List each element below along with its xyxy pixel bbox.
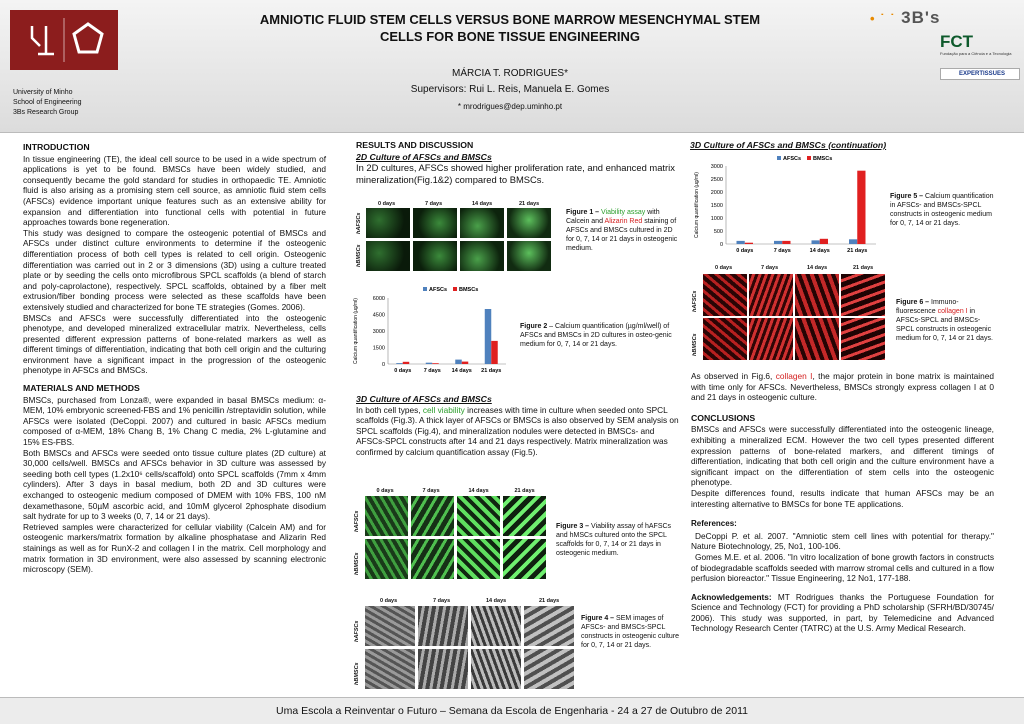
title-line-1: AMNIOTIC FLUID STEM CELLS VERSUS BONE MARROW MESENCHYMAL STEM — [259, 12, 761, 27]
section-3d — [356, 394, 680, 458]
figure-6-text: Immuno-fluorescence — [896, 299, 959, 315]
row-label: hAFSCs — [356, 212, 362, 234]
y-tick-label: 6000 — [372, 296, 385, 302]
figure-6-label: Figure 6 – — [896, 299, 930, 306]
bar-afscs — [849, 239, 857, 244]
immunofluorescence-image — [795, 318, 839, 360]
y-tick-label: 1500 — [710, 203, 723, 209]
y-tick-label: 3000 — [710, 164, 723, 170]
day-label: 7 days — [433, 598, 451, 604]
fig6-discussion — [691, 371, 994, 403]
bar-afscs — [426, 363, 432, 364]
reference-item: Gomes M.E. et al. 2006. "In vitro localization of bone growth factors in constructs of biodegradable scaffolds seeded with marrow stromal cells and cultured in a flow perfusion bioreactor." Tissue Engineering, 12 No1, 177-188. — [691, 551, 994, 584]
micrograph — [507, 241, 551, 271]
3bs-logo-text: 3B's — [901, 8, 941, 27]
x-tick-label: 14 days — [809, 248, 830, 254]
conclusions-paragraph: Despite differences found, results indicate that human AFSCs may be an interesting alternative to BMSCs for bone TE applications. — [691, 487, 994, 509]
bar-afscs — [774, 241, 782, 244]
figure-1-caption — [566, 208, 678, 253]
row-label: hAFSCs — [692, 290, 698, 312]
intro-paragraph: BMSCs and AFSCs were successfully differentiated into the osteogenic phenotype, and developed mineralized extracellular matrix. Nevertheless, cells presented different expression patterns of bone-related markers as well as different timings of differentiation, indicating that both cell origin and the culturing environment have a significant impact in the progression of the osteogenic phenotype in AFSCs and BMSCs. — [23, 312, 326, 376]
legend-swatch — [423, 287, 427, 291]
row-label: hAFSCs — [354, 620, 360, 642]
sem-image — [524, 649, 574, 689]
bar-afscs — [396, 363, 402, 364]
micrograph — [365, 539, 408, 579]
micrograph — [503, 539, 546, 579]
sem-image — [418, 649, 468, 689]
figure-3-caption — [556, 522, 676, 558]
micrograph — [413, 208, 457, 238]
immunofluorescence-image — [841, 274, 885, 316]
cell-viability-term: cell viability — [422, 404, 465, 415]
text-3d-part: In both cell types, — [356, 404, 423, 415]
column-right-text — [691, 371, 994, 634]
affiliation-school: School of Engineering — [13, 99, 82, 106]
y-tick-label: 2500 — [710, 177, 723, 183]
results-heading: RESULTS AND DISCUSSION — [356, 140, 474, 150]
x-tick-label: 0 days — [394, 368, 412, 374]
day-label: 0 days — [380, 598, 398, 604]
day-label: 21 days — [519, 201, 540, 207]
legend-swatch — [807, 156, 811, 160]
row-label: hBMSCs — [354, 662, 360, 685]
micrograph — [503, 496, 546, 536]
figure-6-caption — [896, 298, 998, 343]
micrograph — [507, 208, 551, 238]
immunofluorescence-image — [795, 274, 839, 316]
bar-bmscs — [857, 171, 865, 244]
y-tick-label: 1000 — [710, 216, 723, 222]
day-label: 0 days — [715, 265, 733, 271]
immunofluorescence-image — [749, 318, 793, 360]
methods-paragraph: Retrieved samples were characterized for cellular viability (Calcein AM) and for osteogenic markers/matrix formation by alkaline phosphatase and Alizarin Red stainings as well as for RunX-2 and collagen I in the matrix. Cell morphology and matrix formation in 3D environment, were also assessed by scanning electronic microscopy (SEM). — [23, 521, 326, 575]
day-label: 14 days — [468, 488, 489, 494]
day-label: 21 days — [539, 598, 560, 604]
figure-2-caption — [520, 322, 680, 349]
micrograph — [460, 241, 504, 271]
y-tick-label: 3000 — [372, 329, 385, 335]
immunofluorescence-image — [703, 318, 747, 360]
row-label: hBMSCs — [356, 244, 362, 267]
legend-label: BMSCs — [813, 156, 833, 162]
micrograph — [365, 496, 408, 536]
title-line-2: CELLS FOR BONE TISSUE ENGINEERING — [379, 29, 641, 44]
day-label: 7 days — [761, 265, 779, 271]
fct-logo-text: FCT — [940, 32, 974, 51]
legend-label: BMSCs — [459, 287, 479, 293]
figure-4-text: SEM images of AFSCs- and BMSCs-SPCL constructs in osteogenic culture for 0, 7, 14 or 21 days. — [581, 615, 680, 649]
expertissues-logo: EXPERTISSUES — [940, 68, 1020, 80]
day-label: 21 days — [514, 488, 535, 494]
micrograph — [457, 539, 500, 579]
bar-afscs — [455, 360, 461, 364]
column-left — [23, 142, 326, 575]
poster-footer: Uma Escola a Reinventar o Futuro – Semana da Escola de Engenharia - 24 a 27 de Outubro de 2011 — [0, 697, 1024, 724]
y-tick-label: 0 — [719, 242, 723, 248]
legend-swatch — [777, 156, 781, 160]
day-label: 14 days — [486, 598, 507, 604]
affiliation-group: 3Bs Research Group — [13, 109, 79, 116]
sem-image — [365, 649, 415, 689]
figure-4-caption — [581, 614, 681, 650]
y-tick-label: 0 — [381, 362, 385, 368]
day-label: 14 days — [807, 265, 828, 271]
methods-heading: MATERIALS AND METHODS — [23, 383, 140, 394]
figure-5-text: Calcium quantification in AFSCs- and BMSCs-SPCL constructs in osteogenic medium for 0, 7, 14 or 21 days. — [890, 193, 994, 227]
sem-image — [365, 606, 415, 646]
day-label: 7 days — [422, 488, 440, 494]
bar-afscs — [812, 240, 820, 244]
poster-title — [180, 11, 840, 45]
conclusions-paragraph: BMSCs and AFSCs were successfully differentiated into the osteogenic lineage, exhibiting a mineralized ECM. However the two cell types presented different expression patterns of bone-related markers, and different timings of differentiation, indicating that both cell origin and the culture environment have a significant impact on the differentiation of stem cells into the osteogenic phenotype. — [691, 424, 994, 488]
legend-label: AFSCs — [783, 156, 802, 162]
author-email: * mrodrigues@dep.uminho.pt — [457, 102, 563, 111]
references-heading: References: — [691, 519, 737, 529]
micrograph — [411, 539, 454, 579]
row-label: hBMSCs — [354, 552, 360, 575]
day-label: 0 days — [376, 488, 394, 494]
affiliation-university: University of Minho — [13, 89, 73, 96]
y-tick-label: 2000 — [710, 190, 723, 196]
text-2d: In 2D cultures, AFSCs showed higher proliferation rate, and enhanced matrix mineralization(Fig.1&2) compared to BMSCs. — [356, 162, 675, 186]
acknowledgements-text: MT Rodrigues thanks the Portuguese Foundation for Science and Technology (FCT) for providing a PhD scholarship (SFRH/BD/30745/ 2006). This study was supported, in part, by Telemedicine and Advanced Technology Research Center (TATRC) at the U.S. Army Medical Research. — [691, 591, 994, 634]
figure-1-text: staining of AFSCs and BMSCs cultured in 2D for 0, 7, 14 or 21 days in osteogenic medium. — [566, 218, 678, 252]
author: MÁRCIA T. RODRIGUES* — [452, 68, 568, 79]
conclusions-heading: CONCLUSIONS — [691, 412, 756, 423]
micrograph — [457, 496, 500, 536]
figure-5-caption — [890, 192, 995, 228]
bar-bmscs — [782, 241, 790, 244]
poster-header — [0, 0, 1024, 133]
x-tick-label: 21 days — [847, 248, 868, 254]
text-3d — [356, 405, 680, 458]
day-label: 14 days — [472, 201, 493, 207]
subheading-3d-continuation: 3D Culture of AFSCs and BMSCs (continuation) — [690, 140, 887, 150]
collagen-term: collagen I — [775, 371, 813, 381]
fct-logo-subtitle: Fundação para a Ciência e a Tecnologia — [940, 51, 1012, 56]
column-middle — [356, 140, 680, 186]
figure-2-text: – Calcium quantification (µg/ml/well) of AFSCs and BMSCs in 2D cultures in osteo-genic medium for 0, 7, 14 or 21 days. — [520, 323, 672, 348]
day-label: 7 days — [425, 201, 443, 207]
intro-paragraph: In tissue engineering (TE), the ideal cell source to be used in a wide spectrum of applications is yet to be found. BMSCs have been widely studied, and consequently became the gold standard for studies in orthopaedic TE. Amniotic fluid is also arising as a promising stem cell source, as amniotic fluid stem cells (AFSCs) evidence important unique features such as an extensive ability for expansion and differentiation into functional cells with potential in future approaches towards bone regeneration. — [23, 153, 326, 228]
bar-bmscs — [432, 363, 438, 364]
methods-paragraph: BMSCs, purchased from Lonza®, were expanded in basal BMSCs medium: α-MEM, 10% embryonic screened-FBS and 1% penicillin /streptavidin solution, while AFSCs were isolated (DeCoppi. 2007) and cultured in basic AFSCs medium composed of α-MEM, 18% Chang B, 1% Chang C media, 2% L-glutamine and 15% ES-FBS. — [23, 394, 326, 448]
fig6-discussion-part: As observed in Fig.6, — [691, 371, 776, 381]
bar-bmscs — [745, 243, 753, 244]
viability-assay-term: Viability assay — [601, 209, 646, 216]
subheading-3d: 3D Culture of AFSCs and BMSCs — [356, 394, 492, 404]
row-label: hBMSCs — [692, 333, 698, 356]
bar-afscs — [485, 309, 491, 364]
micrograph — [366, 241, 410, 271]
reference-item: DeCoppi P. et al. 2007. "Amniotic stem cell lines with potential for therapy." Nature Biotechnology, 25, No1, 100-106. — [691, 530, 994, 552]
fig6-discussion-part: , the major protein in bone matrix is maintained with time only for AFSCs. Nevertheless, BMSCs strongly express collagen I at 0 and 21 days in osteogenic culture. — [691, 371, 994, 403]
x-tick-label: 0 days — [736, 248, 754, 254]
intro-heading: INTRODUCTION — [23, 142, 90, 152]
legend-swatch — [453, 287, 457, 291]
figure-4-label: Figure 4 – — [581, 615, 615, 622]
fct-logo — [940, 33, 1020, 63]
bar-bmscs — [491, 341, 497, 364]
figure-1-label: Figure 1 – — [566, 209, 602, 216]
y-axis-label: Calcium quantification (µg/ml) — [353, 298, 359, 364]
legend-label: AFSCs — [429, 287, 448, 293]
sem-image — [418, 606, 468, 646]
y-tick-label: 4500 — [372, 312, 385, 319]
row-label: hAFSCs — [354, 510, 360, 532]
x-tick-label: 7 days — [773, 248, 791, 254]
university-minho-logo — [10, 10, 118, 70]
x-tick-label: 14 days — [451, 368, 472, 374]
figure-5-label: Figure 5 – — [890, 193, 924, 200]
supervisors: Supervisors: Rui L. Reis, Manuela E. Gomes — [410, 84, 610, 95]
x-tick-label: 7 days — [423, 368, 441, 374]
sem-image — [524, 606, 574, 646]
sem-image — [471, 649, 521, 689]
micrograph — [460, 208, 504, 238]
immunofluorescence-image — [703, 274, 747, 316]
micrograph — [366, 208, 410, 238]
figure-2-chart — [350, 282, 510, 382]
affiliation — [13, 88, 82, 118]
immunofluorescence-image — [749, 274, 793, 316]
y-tick-label: 1500 — [372, 345, 385, 352]
bar-bmscs — [462, 362, 468, 364]
3bs-logo: • ˙ ˙ 3B's — [870, 8, 941, 27]
acknowledgements — [691, 592, 994, 634]
immunofluorescence-image — [841, 318, 885, 360]
subheading-2d: 2D Culture of AFSCs and BMSCs — [356, 151, 492, 162]
intro-paragraph: This study was designed to compare the osteogenic potential of BMSCs and AFSCs under distinct culture environments to determine if the osteogenic differentiation process of both cell types is related to cell origin. Osteogenic differentiation was carried out in 2 or 3 dimensions (3D) using a culture treated plate or by seeding the cells onto microfibrous SPCL scaffolds (a blend of starch and poly-caprolactone), respectively. SPCL scaffolds, obtained by a fiber melt extrusion/fiber bonding process were selected as these scaffolds have been extensively studied and characterized for bone TE strategies (Gomes. 2006). — [23, 227, 326, 312]
text-3d-part: increases with time in culture when seeded onto SPCL scaffolds (Fig.3). A thick layer of AFSCs or BMSCs is also observed by SEM analysis on SPCL scaffolds (Fig.4), and mineralization nodules were detected in BMSCs- and AFSCs-SPCL constructs after 14 and 21 days respectively. Matrix mineralization was confirmed by calcium quantification assay (Fig.5). — [356, 404, 679, 457]
alizarin-red-term: Alizarin Red — [604, 218, 643, 225]
figure-2-label: Figure 2 — [520, 323, 548, 330]
y-tick-label: 500 — [713, 229, 723, 235]
bar-afscs — [737, 241, 745, 244]
day-label: 21 days — [853, 265, 874, 271]
micrograph — [411, 496, 454, 536]
figure-6-text: in AFSCs-SPCL and BMSCs-SPCL constructs in osteogenic medium for 0, 7, 14 or 21 days. — [896, 308, 993, 342]
acknowledgements-heading: Acknowledgements: — [691, 591, 772, 602]
figure-5-chart — [688, 152, 880, 270]
sem-image — [471, 606, 521, 646]
figure-1-text: with Calcein and — [566, 209, 660, 225]
y-axis-label: Calcium quantification (µg/ml) — [694, 172, 700, 238]
bar-bmscs — [403, 362, 409, 364]
x-tick-label: 21 days — [481, 368, 502, 374]
bar-bmscs — [820, 239, 828, 244]
micrograph — [413, 241, 457, 271]
methods-paragraph: Both BMSCs and AFSCs were seeded onto tissue culture plates (2D culture) at 30,000 cells/well. BMSCs and AFSCs behavior in 3D culture was assessed by seeding both cell types (1.2x10⁶ cells/scaffold) onto SPCL scaffolds (7mm x 4mm cylinders). After 3 days in basal medium, both 2D and 3D cultures were exchanged to osteogenic medium composed of DMEM with 10% FBS, 100 nM dexamethasone, 50µM ascorbic acid, and 10mM glycerol 2phosphate disodium salt hydrate for up to 3 weeks (0, 7, 14 or 21 days). — [23, 447, 326, 522]
day-label: 0 days — [378, 201, 396, 207]
collagen-term: collagen I — [937, 308, 968, 315]
figure-3-text: Viability assay of hAFSCs and hMSCs cultured onto the SPCL scaffolds for 0, 7, 14 or 21 days in osteogenic medium. — [556, 523, 672, 557]
figure-3-label: Figure 3 – — [556, 523, 590, 530]
